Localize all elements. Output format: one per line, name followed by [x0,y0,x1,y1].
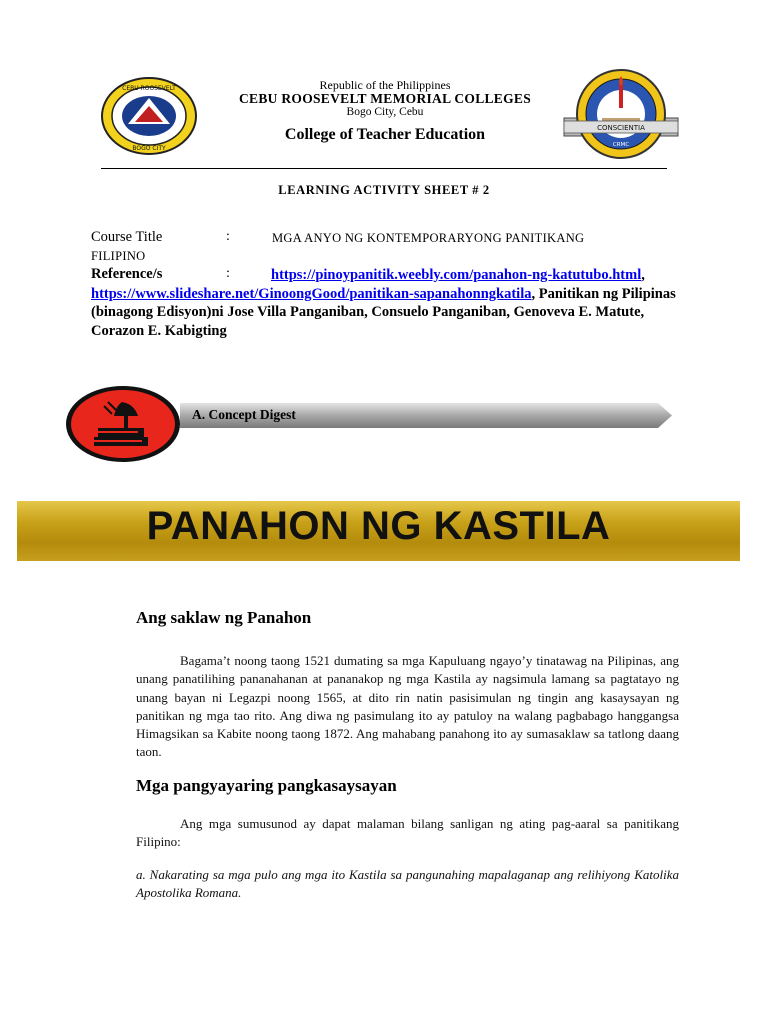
course-title-value: MGA ANYO NG KONTEMPORARYONG PANITIKANG [272,231,585,245]
reference-colon: : [226,266,230,281]
page-title: PANAHON NG KASTILA [146,504,611,548]
reference-body [91,266,681,340]
reference-link-pinoypanitik[interactable]: https://pinoypanitik.weebly.com/panahon-ng-katutubo.html [271,267,642,283]
paragraph-pangyayari-intro: Ang mga sumusunod ay dapat malaman bilang sanligan ng ating pag-aaral sa panitikang Filipino: [136,816,679,850]
concept-digest-label: A. Concept Digest [192,407,296,422]
course-title-colon: : [226,229,230,244]
course-title-value-cont: FILIPINO [91,249,146,263]
reference-book-citation: , Panitikan ng Pilipinas (binagong Edisyon)ni Jose Villa Panganiban, Consuelo Panganiban, Genoveva E. Matute, Corazon E. Kabigting [91,285,676,339]
header-location: Bogo City, Cebu [346,106,424,118]
reference-separator: , [641,267,645,283]
header-college: College of Teacher Education [284,126,486,143]
reference-label: Reference/s [91,266,163,282]
reference-link-slideshare[interactable]: https://www.slideshare.net/GinoongGood/panitikan-sapanahonngkatila [91,285,532,302]
header-divider [101,168,667,169]
paragraph-saklaw: Bagama’t noong taong 1521 dumating sa mga Kapuluang ngayo’y tinatawag na Pilipinas, ang unang panatilihing pananahanan at pananakop ng mga Kastila ay nagsimula lamang sa pagtatayo ng unang bayan ni Legazpi noong 1565, at dito rin natin pasisimulan ng tingin ang kasaysayan ng panitikan ng mga tao rito. Ang diwa ng pasimulang ito ay patuloy na walang pagbabago hanggangsa Himagsikan sa Kabite noong taong 1872. Ang mahabang panahong ito ay sumasaklaw sa tatlong daang taon. [136,653,679,760]
section-heading-saklaw: Ang saklaw ng Panahon [136,608,312,627]
svg-text:CRMC: CRMC [612,142,630,148]
book-lamp-icon [64,384,182,464]
svg-text:CEBU ROOSEVELT: CEBU ROOSEVELT [122,85,176,92]
course-title-label: Course Title [91,229,163,245]
header-school-name: CEBU ROOSEVELT MEMORIAL COLLEGES [238,91,532,106]
header-republic: Republic of the Philippines [319,78,451,92]
sheet-title: LEARNING ACTIVITY SHEET # 2 [278,183,490,197]
svg-text:CONSCIENTIA: CONSCIENTIA [597,124,645,132]
section-heading-pangyayari: Mga pangyayaring pangkasaysayan [136,776,397,795]
list-item-a: a. Nakarating sa mga pulo ang mga ito Kastila sa pangunahing mapalaganap ang relihiyong Katolika Apostolika Romana. [136,867,679,901]
svg-text:BOGO CITY: BOGO CITY [132,145,166,152]
cte-seal-icon [562,66,680,164]
crmc-seal-icon [100,76,198,156]
